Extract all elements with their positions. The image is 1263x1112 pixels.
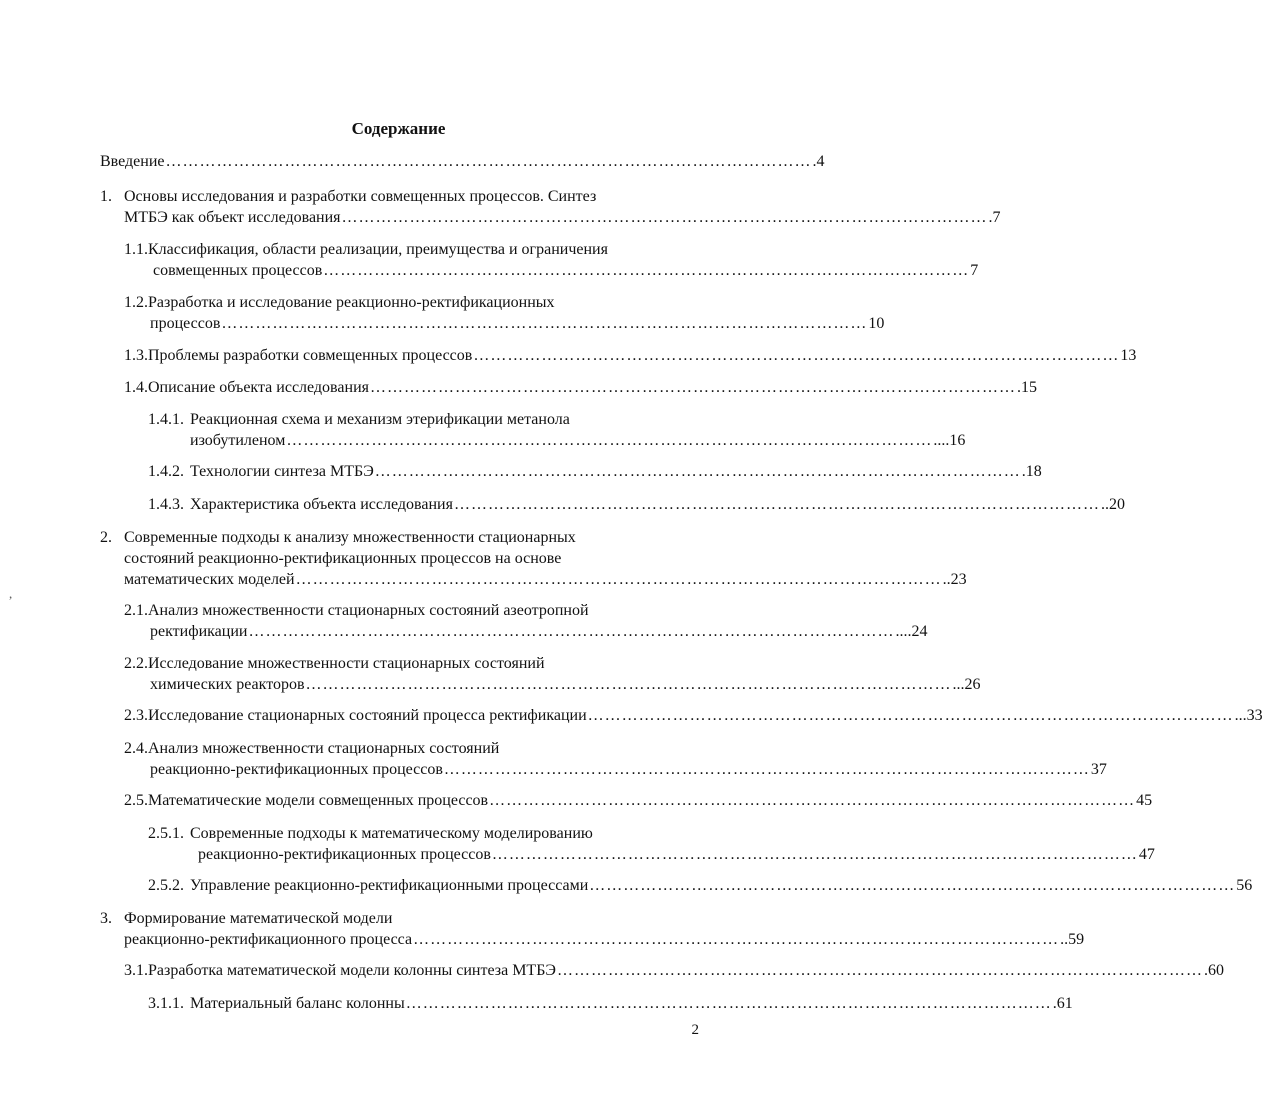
toc-entry-number: 2.5.1. bbox=[148, 825, 184, 842]
toc-entry-2[interactable] bbox=[100, 527, 967, 590]
toc-entry-number: 2.1. bbox=[124, 602, 148, 619]
dot-leader: …………………………………………………………………………………………………… bbox=[556, 962, 1203, 979]
toc-entry-page: 45 bbox=[1136, 792, 1153, 809]
dot-leader: …………………………………………………………………………………………………… bbox=[405, 995, 1052, 1012]
dot-leader: …………………………………………………………………………………………………… bbox=[374, 463, 1021, 480]
toc-entry-number: 2.4. bbox=[124, 740, 148, 757]
toc-entry-number: 1.4. bbox=[124, 379, 148, 396]
toc-entry-number: 2.5. bbox=[124, 792, 148, 809]
toc-entry-1-4-2[interactable] bbox=[148, 461, 1042, 482]
toc-entry-title: Реакционная схема и механизм этерификации метанола bbox=[190, 411, 570, 428]
toc-entry-title: Разработка и исследование реакционно-ректификационных bbox=[148, 294, 555, 311]
toc-entry-title-cont: совмещенных процессов bbox=[153, 262, 323, 279]
toc-entry-number: 3.1. bbox=[124, 962, 148, 979]
dot-leader: …………………………………………………………………………………………………… bbox=[453, 496, 1100, 513]
toc-entry-page: ..20 bbox=[1100, 496, 1125, 513]
toc-entry-3-1[interactable] bbox=[124, 960, 1224, 981]
toc-entry-intro[interactable] bbox=[100, 151, 825, 172]
toc-entry-page: ....24 bbox=[895, 623, 928, 640]
dot-leader: …………………………………………………………………………………………………… bbox=[286, 432, 933, 449]
toc-entry-title: Анализ множественности стационарных состояний азеотропной bbox=[148, 602, 589, 619]
toc-entry-page: .61 bbox=[1052, 995, 1073, 1012]
toc-entry-title: Математические модели совмещенных процессов bbox=[148, 792, 489, 809]
toc-entry-title-cont: изобутиленом bbox=[190, 432, 286, 449]
page-title: Содержание bbox=[351, 119, 446, 138]
stray-mark: , bbox=[9, 586, 13, 601]
toc-entry-page: ..59 bbox=[1060, 931, 1085, 948]
toc-entry-page: ...33 bbox=[1234, 707, 1263, 724]
toc-entry-3-1-1[interactable] bbox=[148, 993, 1073, 1014]
toc-entry-title-cont: процессов bbox=[150, 315, 221, 332]
toc-entry-title: Современные подходы к анализу множественности стационарных bbox=[124, 529, 576, 546]
toc-entry-title-cont: МТБЭ как объект исследования bbox=[124, 209, 341, 226]
toc-entry-page: .18 bbox=[1021, 463, 1042, 480]
toc-entry-page: 7 bbox=[970, 262, 979, 279]
toc-entry-2-3[interactable] bbox=[124, 705, 1263, 726]
toc-entry-number: 1.4.2. bbox=[148, 463, 184, 480]
toc-entry-title: Технологии синтеза МТБЭ bbox=[190, 463, 374, 480]
dot-leader: …………………………………………………………………………………………………… bbox=[248, 623, 895, 640]
toc-entry-2-5[interactable] bbox=[124, 790, 1153, 811]
toc-entry-page: 10 bbox=[868, 315, 885, 332]
toc-entry-1-4-1[interactable] bbox=[148, 409, 966, 451]
toc-entry-title: Классификация, области реализации, преимущества и ограничения bbox=[148, 241, 608, 258]
toc-entry-page: ...26 bbox=[952, 676, 981, 693]
toc-entry-page: .60 bbox=[1203, 962, 1224, 979]
toc-entry-title: Управление реакционно-ректификационными процессами bbox=[190, 877, 589, 894]
toc-entry-page: 47 bbox=[1138, 846, 1155, 863]
dot-leader: …………………………………………………………………………………………………… bbox=[369, 379, 1016, 396]
toc-entry-page: .15 bbox=[1016, 379, 1037, 396]
toc-entry-title-cont: реакционно-ректификационного процесса bbox=[124, 931, 413, 948]
toc-entry-title: Проблемы разработки совмещенных процессов bbox=[148, 347, 473, 364]
toc-entry-number: 2. bbox=[100, 529, 112, 546]
dot-leader: …………………………………………………………………………………………………… bbox=[491, 846, 1138, 863]
toc-entry-1-2[interactable] bbox=[124, 292, 885, 334]
toc-entry-title-cont: математических моделей bbox=[124, 571, 295, 588]
toc-entry-page: ....16 bbox=[933, 432, 966, 449]
dot-leader: …………………………………………………………………………………………………… bbox=[473, 347, 1120, 364]
toc-entry-page: .7 bbox=[988, 209, 1001, 226]
toc-entry-number: 1.4.1. bbox=[148, 411, 184, 428]
toc-entry-page: 13 bbox=[1120, 347, 1137, 364]
toc-entry-number: 1.2. bbox=[124, 294, 148, 311]
dot-leader: …………………………………………………………………………………………………… bbox=[489, 792, 1136, 809]
dot-leader: …………………………………………………………………………………………………… bbox=[341, 209, 988, 226]
toc-entry-number: 1.1. bbox=[124, 241, 148, 258]
toc-entry-title: Описание объекта исследования bbox=[148, 379, 369, 396]
toc-entry-page: .4 bbox=[812, 153, 825, 170]
toc-entry-title: Современные подходы к математическому моделированию bbox=[190, 825, 593, 842]
toc-entry-2-5-2[interactable] bbox=[148, 875, 1253, 896]
toc-entry-title-cont: химических реакторов bbox=[150, 676, 305, 693]
toc-entry-title: Анализ множественности стационарных состояний bbox=[148, 740, 500, 757]
toc-entry-1-4[interactable] bbox=[124, 377, 1037, 398]
toc-entry-title: Формирование математической модели bbox=[124, 910, 393, 927]
toc-entry-title-cont: состояний реакционно-ректификационных процессов на основе bbox=[124, 550, 562, 567]
toc-entry-number: 1. bbox=[100, 188, 112, 205]
toc-entry-number: 3.1.1. bbox=[148, 995, 184, 1012]
dot-leader: …………………………………………………………………………………………………… bbox=[295, 571, 942, 588]
toc-entry-title: Материальный баланс колонны bbox=[190, 995, 405, 1012]
toc-entry-title: Характеристика объекта исследования bbox=[190, 496, 453, 513]
toc-entry-number: 1.4.3. bbox=[148, 496, 184, 513]
toc-entry-title: Исследование множественности стационарных состояний bbox=[148, 655, 545, 672]
dot-leader: …………………………………………………………………………………………………… bbox=[165, 153, 812, 170]
toc-entry-title-cont: реакционно-ректификационных процессов bbox=[150, 761, 443, 778]
dot-leader: …………………………………………………………………………………………………… bbox=[443, 761, 1090, 778]
toc-entry-title: Введение bbox=[100, 153, 165, 170]
toc-entry-2-4[interactable] bbox=[124, 738, 1107, 780]
toc-entry-title: Разработка математической модели колонны синтеза МТБЭ bbox=[148, 962, 556, 979]
toc-entry-2-2[interactable] bbox=[124, 653, 981, 695]
dot-leader: …………………………………………………………………………………………………… bbox=[587, 707, 1234, 724]
toc-entry-number: 3. bbox=[100, 910, 112, 927]
toc-entry-title-cont: ректификации bbox=[150, 623, 248, 640]
toc-entry-number: 2.3. bbox=[124, 707, 148, 724]
toc-entry-page: ..23 bbox=[942, 571, 967, 588]
toc-entry-1-4-3[interactable] bbox=[148, 494, 1125, 515]
toc-entry-number: 1.3. bbox=[124, 347, 148, 364]
page-number: 2 bbox=[691, 1022, 699, 1038]
toc-entry-page: 56 bbox=[1236, 877, 1253, 894]
toc-entry-3[interactable] bbox=[100, 908, 1085, 950]
toc-entry-number: 2.2. bbox=[124, 655, 148, 672]
toc-entry-1-1[interactable] bbox=[124, 239, 979, 281]
dot-leader: …………………………………………………………………………………………………… bbox=[323, 262, 970, 279]
toc-entry-number: 2.5.2. bbox=[148, 877, 184, 894]
toc-entry-2-5-1[interactable] bbox=[148, 823, 1155, 865]
toc-entry-page: 37 bbox=[1090, 761, 1107, 778]
toc-entry-1-3[interactable] bbox=[124, 345, 1137, 366]
dot-leader: …………………………………………………………………………………………………… bbox=[221, 315, 868, 332]
toc-entry-title: Основы исследования и разработки совмещенных процессов. Синтез bbox=[124, 188, 597, 205]
dot-leader: …………………………………………………………………………………………………… bbox=[413, 931, 1060, 948]
toc-entry-1[interactable] bbox=[100, 186, 1001, 228]
toc-entry-2-1[interactable] bbox=[124, 600, 928, 642]
dot-leader: …………………………………………………………………………………………………… bbox=[589, 877, 1236, 894]
dot-leader: …………………………………………………………………………………………………… bbox=[305, 676, 952, 693]
toc-entry-title-cont: реакционно-ректификационных процессов bbox=[198, 846, 491, 863]
toc-entry-title: Исследование стационарных состояний процесса ректификации bbox=[148, 707, 587, 724]
